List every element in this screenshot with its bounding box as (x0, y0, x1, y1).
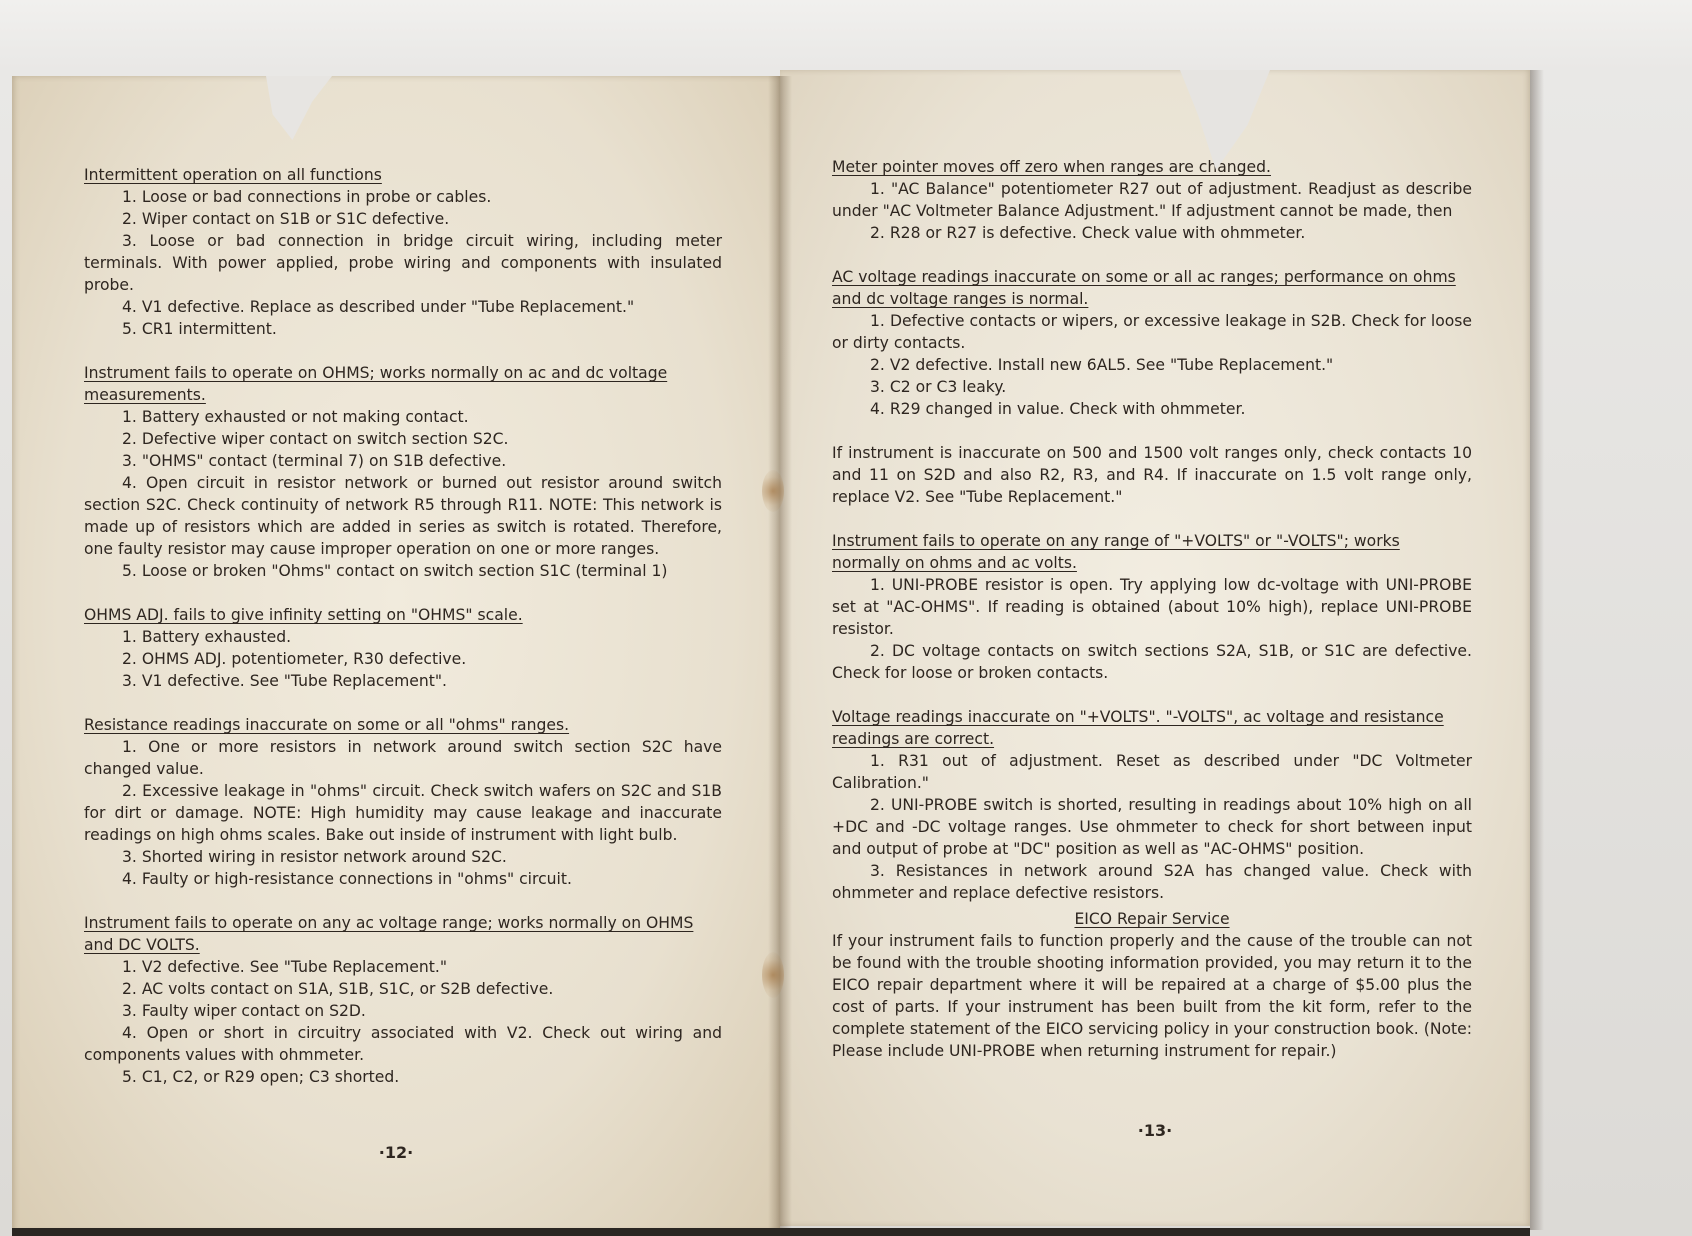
section-heading: AC voltage readings inaccurate on some or all ac ranges; performance on ohms and dc voltage ranges is normal. (832, 268, 1456, 308)
list-item: 1. Battery exhausted or not making contact. (122, 408, 469, 426)
list-item: 4. R29 changed in value. Check with ohmmeter. (870, 400, 1246, 418)
list-item: 4. Open circuit in resistor network or burned out resistor around switch section S2C. Check continuity of network R5 through R11. NOTE: This network is made up of resistors which are added in series as switch is rotated. Therefore, one faulty resistor may cause improper operation on one or more ranges. (84, 474, 722, 558)
list-item: 2. UNI-PROBE switch is shorted, resulting in readings about 10% high on all +DC and -DC voltage ranges. Use ohmmeter to check for short between input and output of probe at "DC" position as well as "AC-OHMS" position. (832, 796, 1472, 858)
list-item: 2. Wiper contact on S1B or S1C defective. (122, 210, 450, 228)
list-item: 1. Battery exhausted. (122, 628, 292, 646)
list-item: 2. Excessive leakage in "ohms" circuit. Check switch wafers on S2C and S1B for dirt or damage. NOTE: High humidity may cause leakage and inaccurate readings on high ohms scales. Bake out inside of instrument with light bulb. (84, 782, 722, 844)
page-bottom-edge (12, 1228, 1530, 1236)
list-item: 3. C2 or C3 leaky. (870, 378, 1007, 396)
page-edge-shadow (1530, 70, 1544, 1230)
list-item: 3. "OHMS" contact (terminal 7) on S1B defective. (122, 452, 507, 470)
list-item: 3. Resistances in network around S2A has changed value. Check with ohmmeter and replace defective resistors. (832, 862, 1472, 902)
list-item: 5. Loose or broken "Ohms" contact on switch section S1C (terminal 1) (122, 562, 668, 580)
section-ac-readings-inaccurate (832, 266, 1472, 420)
rust-stain (762, 470, 784, 512)
list-item: 2. R28 or R27 is defective. Check value with ohmmeter. (870, 224, 1306, 242)
section-heading: Meter pointer moves off zero when ranges are changed. (832, 158, 1271, 176)
section-heading: OHMS ADJ. fails to give infinity setting on "OHMS" scale. (84, 606, 523, 624)
page-number: ·12· (378, 1143, 414, 1162)
list-item: 1. "AC Balance" potentiometer R27 out of adjustment. Readjust as describe under "AC Voltmeter Balance Adjustment." If adjustment cannot be made, then (832, 180, 1472, 220)
list-item: 4. V1 defective. Replace as described under "Tube Replacement." (122, 298, 635, 316)
repair-service-text: If your instrument fails to function properly and the cause of the trouble can not be found with the trouble shooting information provided, you may return it to the EICO repair department where it will be repaired at a charge of $5.00 plus the cost of parts. If your instrument has been built from the kit form, refer to the complete statement of the EICO servicing policy in your construction book. (Note: Please include UNI-PROBE when returning instrument for repair.) (832, 932, 1472, 1060)
section-meter-pointer (832, 156, 1472, 244)
section-volts-fail (832, 530, 1472, 684)
list-item: 4. Open or short in circuitry associated with V2. Check out wiring and components values with ohmmeter. (84, 1024, 722, 1064)
section-heading: Intermittent operation on all functions (84, 166, 382, 184)
left-page (12, 76, 780, 1232)
list-item: 1. R31 out of adjustment. Reset as described under "DC Voltmeter Calibration." (832, 752, 1472, 792)
section-ohms-fail (84, 362, 722, 582)
list-item: 3. Shorted wiring in resistor network around S2C. (122, 848, 507, 866)
section-ac-voltage-fail (84, 912, 722, 1088)
list-item: 1. Loose or bad connections in probe or cables. (122, 188, 492, 206)
page-number: ·13· (1137, 1121, 1173, 1140)
section-heading: Resistance readings inaccurate on some or all "ohms" ranges. (84, 716, 570, 734)
repair-service-title: EICO Repair Service (1074, 910, 1230, 928)
list-item: 2. DC voltage contacts on switch sections S2A, S1B, or S1C are defective. Check for loose or broken contacts. (832, 642, 1472, 682)
right-page (780, 70, 1530, 1226)
section-heading: Instrument fails to operate on OHMS; works normally on ac and dc voltage measurements. (84, 364, 668, 404)
section-voltage-readings-inaccurate (832, 706, 1472, 904)
list-item: 1. One or more resistors in network around switch section S2C have changed value. (84, 738, 722, 778)
section-heading: Voltage readings inaccurate on "+VOLTS". "-VOLTS", ac voltage and resistance readings are correct. (832, 708, 1444, 748)
section-heading: Instrument fails to operate on any range of "+VOLTS" or "-VOLTS"; works normally on ohms and ac volts. (832, 532, 1400, 572)
paragraph: If instrument is inaccurate on 500 and 1500 volt ranges only, check contacts 10 and 11 on S2D and also R2, R3, and R4. If inaccurate on 1.5 volt range only, replace V2. See "Tube Replacement." (832, 444, 1472, 506)
section-repair-service (832, 908, 1472, 1062)
section-ohms-adj (84, 604, 722, 692)
list-item: 4. Faulty or high-resistance connections in "ohms" circuit. (122, 870, 572, 888)
list-item: 2. Defective wiper contact on switch section S2C. (122, 430, 509, 448)
list-item: 5. C1, C2, or R29 open; C3 shorted. (122, 1068, 400, 1086)
list-item: 2. OHMS ADJ. potentiometer, R30 defective. (122, 650, 467, 668)
section-high-voltage-note (832, 442, 1472, 508)
list-item: 1. V2 defective. See "Tube Replacement." (122, 958, 448, 976)
list-item: 1. UNI-PROBE resistor is open. Try applying low dc-voltage with UNI-PROBE set at "AC-OHMS". If reading is obtained (about 10% high), replace UNI-PROBE resistor. (832, 576, 1472, 638)
list-item: 1. Defective contacts or wipers, or excessive leakage in S2B. Check for loose or dirty contacts. (832, 312, 1472, 352)
book-gutter (768, 76, 792, 1232)
list-item: 2. V2 defective. Install new 6AL5. See "Tube Replacement." (870, 356, 1334, 374)
section-intermittent (84, 164, 722, 340)
list-item: 3. V1 defective. See "Tube Replacement". (122, 672, 448, 690)
section-resistance-readings (84, 714, 722, 890)
rust-stain (762, 952, 784, 998)
list-item: 3. Faulty wiper contact on S2D. (122, 1002, 366, 1020)
section-heading: Instrument fails to operate on any ac voltage range; works normally on OHMS and DC VOLTS. (84, 914, 694, 954)
list-item: 3. Loose or bad connection in bridge circuit wiring, including meter terminals. With power applied, probe wiring and components with insulated probe. (84, 232, 722, 294)
list-item: 2. AC volts contact on S1A, S1B, S1C, or S2B defective. (122, 980, 554, 998)
list-item: 5. CR1 intermittent. (122, 320, 277, 338)
